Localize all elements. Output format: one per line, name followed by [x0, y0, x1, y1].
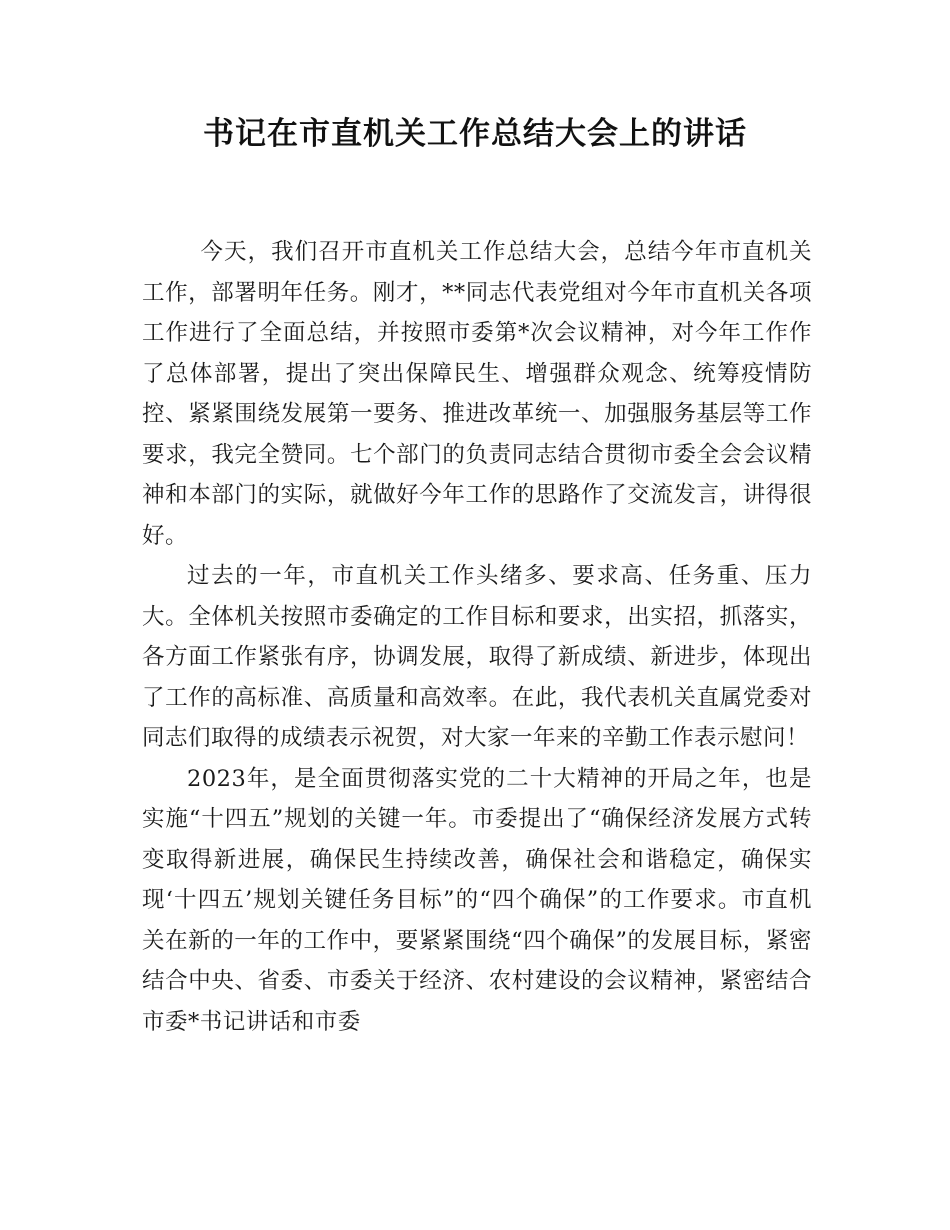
document-body: [142, 232, 812, 1042]
document-title: 书记在市直机关工作总结大会上的讲话: [203, 116, 747, 152]
paragraph-3: 2023年，是全面贯彻落实党的二十大精神的开局之年，也是实施“十四五”规划的关键一年。市委提出了“确保经济发展方式转变取得新进展，确保民生持续改善，确保社会和谐稳定，确保实现‘十四五’规划关键任务目标”的“四个确保”的工作要求。市直机关在新的一年的工作中，要紧紧围绕“四个确保”的发展目标，紧密结合中央、省委、市委关于经济、农村建设的会议精神，紧密结合市委*书记讲话和市委: [142, 765, 812, 1035]
paragraph-2: 过去的一年，市直机关工作头绪多、要求高、任务重、压力大。全体机关按照市委确定的工作目标和要求，出实招，抓落实，各方面工作紧张有序，协调发展，取得了新成绩、新进步，体现出了工作的高标准、高质量和高效率。在此，我代表机关直属党委对同志们取得的成绩表示祝贺，对大家一年来的辛勤工作表示慰问！: [142, 563, 812, 751]
paragraph-1: 今天，我们召开市直机关工作总结大会，总结今年市直机关工作，部署明年任务。刚才，**同志代表党组对今年市直机关各项工作进行了全面总结，并按照市委第*次会议精神，对今年工作作了总体部署，提出了突出保障民生、增强群众观念、统筹疫情防控、紧紧围绕发展第一要务、推进改革统一、加强服务基层等工作要求，我完全赞同。七个部门的负责同志结合贯彻市委全会会议精神和本部门的实际，就做好今年工作的思路作了交流发言，讲得很好。: [142, 239, 812, 549]
